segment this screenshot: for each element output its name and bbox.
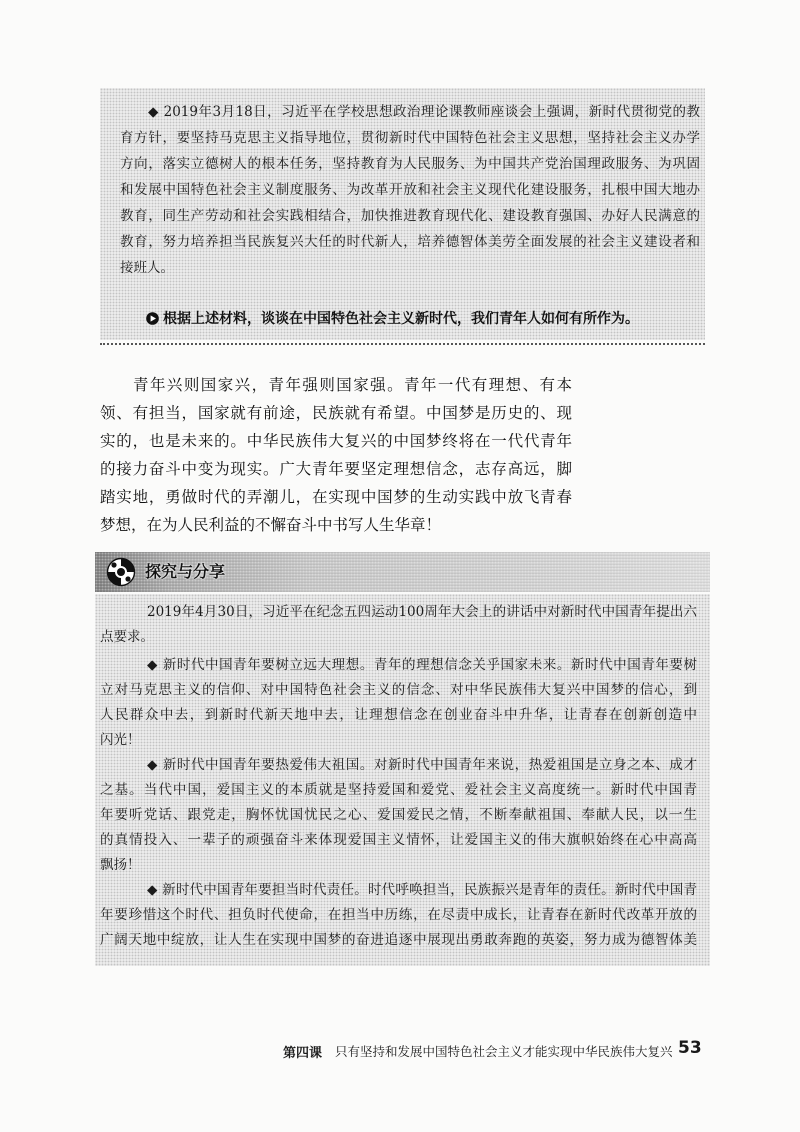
page-number: 53 <box>678 1038 702 1058</box>
material-line: ◆ 2019年3月18日，习近平在学校思想政治理论课教师座谈会上强调，新时代贯彻党的教 <box>148 104 700 120</box>
discussion-line: 的真情投入、一辈子的顽强奋斗来体现爱国主义情怀，让爱国主义的伟大旗帜始终在心中高高 <box>100 832 697 848</box>
lesson-title: 只有坚持和发展中国特色社会主义才能实现中华民族伟大复兴 <box>335 1044 673 1059</box>
discussion-line: ◆ 新时代中国青年要担当时代责任。时代呼唤担当，民族振兴是青年的责任。新时代中国青 <box>147 882 697 898</box>
discussion-line: 2019年4月30日，习近平在纪念五四运动100周年大会上的讲话中对新时代中国青年提出六 <box>147 604 697 620</box>
play-circle-icon <box>146 312 159 325</box>
lesson-label: 第四课 <box>283 1046 323 1061</box>
material-box <box>100 88 705 340</box>
material-line: 育方针，要坚持马克思主义指导地位，贯彻新时代中国特色社会主义思想，坚持社会主义办学 <box>120 130 700 146</box>
question-text: 根据上述材料，谈谈在中国特色社会主义新时代，我们青年人如何有所作为。 <box>163 311 639 327</box>
material-line: 教育，努力培养担当民族复兴大任的时代新人，培养德智体美劳全面发展的社会主义建设者和 <box>120 234 700 250</box>
point-paragraph <box>100 878 697 953</box>
point-paragraph <box>100 753 697 878</box>
material-line: 方向，落实立德树人的根本任务，坚持教育为人民服务、为中国共产党治国理政服务、为巩固 <box>120 156 700 172</box>
body-line: 领、有担当，国家就有前途，民族就有希望。中国梦是历史的、现 <box>100 404 572 422</box>
body-line: 青年兴则国家兴，青年强则国家强。青年一代有理想、有本 <box>133 376 572 394</box>
body-line: 梦想，在为人民利益的不懈奋斗中书写人生华章！ <box>100 516 442 534</box>
section-header <box>95 552 710 592</box>
discussion-line: 立对马克思主义的信仰、对中国特色社会主义的信念、对中华民族伟大复兴中国梦的信心，到 <box>100 682 697 698</box>
discussion-box <box>95 594 710 966</box>
body-paragraph <box>100 371 572 539</box>
point-paragraph <box>100 653 697 753</box>
discussion-line: ◆ 新时代中国青年要树立远大理想。青年的理想信念关乎国家未来。新时代中国青年要树 <box>147 657 697 673</box>
material-text <box>120 99 700 281</box>
material-line: 接班人。 <box>120 260 174 276</box>
discussion-text <box>100 600 697 953</box>
discussion-line: 广阔天地中绽放，让人生在实现中国梦的奋进追逐中展现出勇敢奔跑的英姿，努力成为德智体美 <box>100 932 697 948</box>
question-prompt <box>146 305 666 331</box>
intro-paragraph <box>100 600 697 650</box>
discussion-line: 飘扬！ <box>100 857 141 873</box>
discussion-line: 年要珍惜这个时代、担负时代使命，在担当中历练，在尽责中成长，让青春在新时代改革开放的 <box>100 907 697 923</box>
dotted-divider <box>100 343 705 345</box>
material-line: 和发展中国特色社会主义制度服务、为改革开放和社会主义现代化建设服务，扎根中国大地办 <box>120 182 700 198</box>
body-line: 实的，也是未来的。中华民族伟大复兴的中国梦终将在一代代青年 <box>100 432 572 450</box>
discussion-line: ◆ 新时代中国青年要热爱伟大祖国。对新时代中国青年来说，热爱祖国是立身之本、成才 <box>147 757 697 773</box>
material-line: 教育，同生产劳动和社会实践相结合，加快推进教育现代化、建设教育强国、办好人民满意的 <box>120 208 700 224</box>
discussion-line: 年要听党话、跟党走，胸怀忧国忧民之心、爱国爱民之情，不断奉献祖国、奉献人民，以一生 <box>100 807 697 823</box>
section-title: 探究与分享 <box>145 562 226 581</box>
page-footer <box>283 1038 703 1062</box>
discussion-line: 闪光！ <box>100 732 141 748</box>
discussion-line: 点要求。 <box>100 629 154 645</box>
discussion-line: 之基。当代中国，爱国主义的本质就是坚持爱国和爱党、爱社会主义高度统一。新时代中国青 <box>100 782 697 798</box>
discussion-line: 人民群众中去，到新时代新天地中去，让理想信念在创业奋斗中升华，让青春在创新创造中 <box>100 707 697 723</box>
explore-share-icon <box>106 557 136 587</box>
body-line: 踏实地，勇做时代的弄潮儿，在实现中国梦的生动实践中放飞青春 <box>100 488 572 506</box>
body-line: 的接力奋斗中变为现实。广大青年要坚定理想信念，志存高远，脚 <box>100 460 572 478</box>
